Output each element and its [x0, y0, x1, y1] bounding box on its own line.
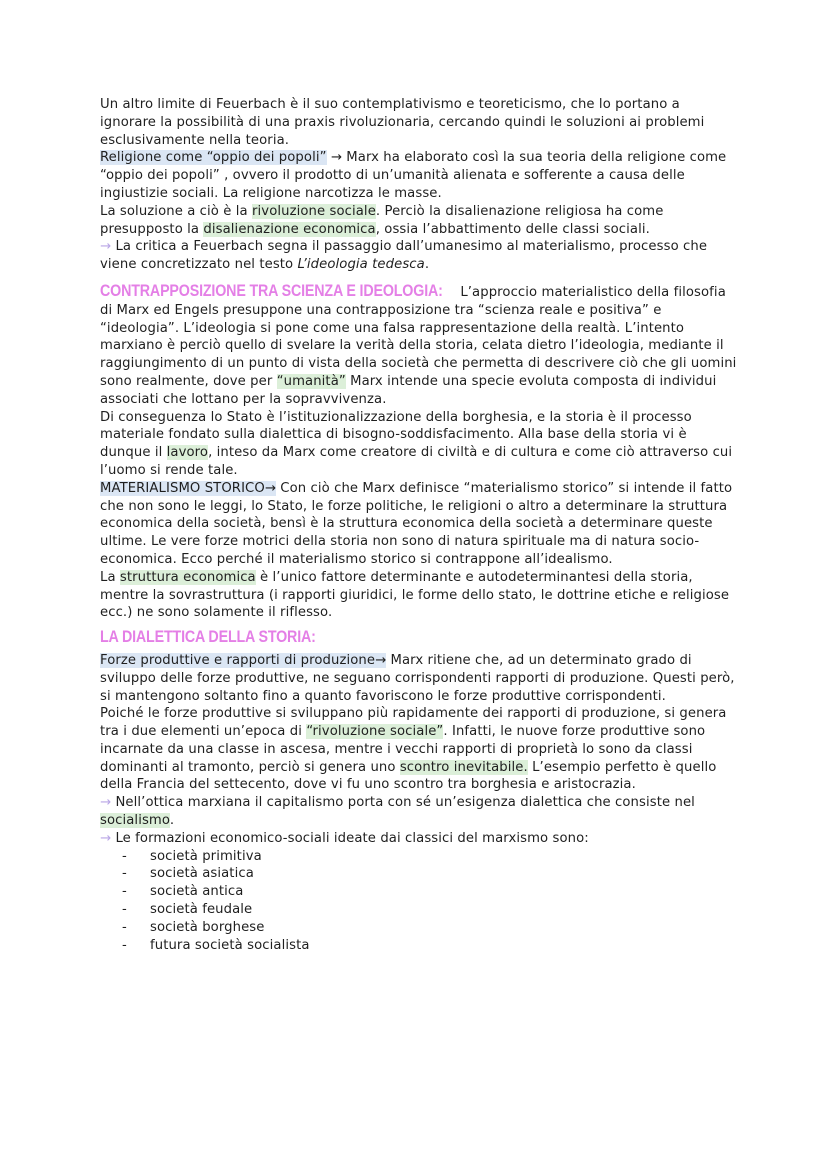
list-item: - futura società socialista [122, 937, 738, 955]
book-title: L’ideologia tedesca [297, 257, 425, 273]
highlight-forze-label: Forze produttive e rapporti di produzione→ [100, 652, 387, 668]
paragraph-materialismo-storico: MATERIALISMO STORICO→ Con ciò che Marx definisce “materialismo storico” si intende il fatto che non sono le leggi, lo Stato, le forze politiche, le religioni o altro a determinare la struttura economica della società, bensì è la struttura economica della società a determinare queste ultime. Le vere forze motrici della storia non sono di natura spirituale ma di natura socio-economica. Ecco perché il materialismo storico si contrappone all’idealismo. [100, 480, 733, 567]
highlight-umanita: “umanità” [276, 373, 346, 389]
document-body [100, 96, 738, 954]
arrow-icon: → [100, 795, 112, 811]
list-item: - società feudale [122, 901, 738, 919]
section-heading-contrapposizione: CONTRAPPOSIZIONE TRA SCIENZA E IDEOLOGIA: [100, 280, 443, 300]
arrow-icon: → [100, 239, 112, 255]
highlight-materialismo-label: MATERIALISMO STORICO→ [100, 480, 276, 496]
arrow: → [326, 150, 347, 166]
highlight-socialismo: socialismo [100, 813, 170, 829]
section-dialettica-header [100, 628, 738, 648]
list-item: - società asiatica [122, 865, 738, 883]
highlight-disalienazione-economica: disalienazione economica [203, 221, 376, 237]
paragraph-struttura: La struttura economica è l’unico fattore determinante e autodeterminantesi della storia, mentre la sovrastruttura (i rapporti giuridici, le forme dello stato, le dottrine etiche e religiose ecc.) ne sono solamente il riflesso. [100, 569, 730, 621]
section-contrapposizione: CONTRAPPOSIZIONE TRA SCIENZA E IDEOLOGIA: L’approccio materialistico della filosofia di Marx ed Engels presuppone una contrapposizione tra “scienza reale e positiva” e “ideologia”. L’ideologia si pone come una falsa rappresentazione della realtà. L’intento marxiano è perciò quello di svelare la verità della storia, celata dietro l’ideologia, mediante il raggiungimento di un punto di vista della società che permetta di descrivere ciò che gli uomini sono realmente, dove per “umanità” Marx intende una specie evoluta composta di individui associati che lottano per la sopravvivenza. [100, 280, 737, 407]
list-item: - società borghese [122, 919, 738, 937]
formazioni-list [100, 848, 738, 955]
paragraph-stato: Di conseguenza lo Stato è l’istituzionalizzazione della borghesia, e la storia è il processo materiale fondato sulla dialettica di bisogno-soddisfacimento. Alla base della storia vi è dunque il lavoro, inteso da Marx come creatore di civiltà e di cultura e come ciò attraverso cui l’uomo si rende tale. [100, 409, 733, 478]
paragraph-rivoluzione: Poiché le forze produttive si sviluppano più rapidamente dei rapporti di produzione, si genera tra i due elementi un’epoca di “rivoluzione sociale”. Infatti, le nuove forze produttive sono incarnate da una classe in ascesa, mentre i vecchi rapporti di proprietà lo sono da classi dominanti al tramonto, perciò si genera uno scontro inevitabile. L’esempio perfetto è quello della Francia del settecento, dove vi fu uno scontro tra borghesia e aristocrazia. [100, 706, 727, 793]
highlight-scontro-inevitabile: scontro inevitabile. [399, 759, 528, 775]
highlight-rivoluzione-sociale: rivoluzione sociale [252, 203, 376, 219]
list-item: - società primitiva [122, 848, 738, 866]
paragraph-forze-produttive: Forze produttive e rapporti di produzione→ Marx ritiene che, ad un determinato grado di sviluppo delle forze produttive, ne seguano corrispondenti rapporti di produzione. Questi però, si mantengono soltanto fino a quanto favoriscono le forze produttive corrispondenti. [100, 652, 735, 704]
section-heading-dialettica: LA DIALETTICA DELLA STORIA: [100, 627, 316, 647]
highlight-religione-label: Religione come “oppio dei popoli” [100, 150, 327, 166]
paragraph-critica: → La critica a Feuerbach segna il passaggio dall’umanesimo al materialismo, processo che viene concretizzato nel testo L’ideologia tedesca. [100, 239, 708, 273]
highlight-lavoro: lavoro [166, 445, 209, 461]
paragraph-formazioni: → Le formazioni economico-sociali ideate dai classici del marxismo sono: [100, 830, 589, 846]
arrow: → [264, 480, 276, 496]
paragraph-soluzione: La soluzione a ciò è la rivoluzione sociale. Perciò la disalienazione religiosa ha come presupposto la disalienazione economica, ossia l’abbattimento delle classi sociali. [100, 203, 664, 237]
arrow: → [375, 652, 387, 668]
highlight-rivoluzione-sociale-2: “rivoluzione sociale” [306, 724, 444, 740]
list-item: - società antica [122, 883, 738, 901]
paragraph-feuerbach-limit: Un altro limite di Feuerbach è il suo contemplativismo e teoreticismo, che lo portano a ignorare la possibilità di una praxis rivoluzionaria, cercando quindi le soluzioni ai problemi esclusivamente nella teoria. [100, 97, 705, 148]
paragraph-religione: Religione come “oppio dei popoli” → Marx ha elaborato così la sua teoria della religione come “oppio dei popoli” , ovvero il prodotto di un’umanità alienata e sofferente a causa delle ingiustizie sociali. La religione narcotizza le masse. [100, 150, 727, 201]
paragraph-ottica-marxiana: → Nell’ottica marxiana il capitalismo porta con sé un’esigenza dialettica che consiste nel socialismo. [100, 795, 695, 829]
arrow-icon: → [100, 830, 112, 846]
highlight-struttura-economica: struttura economica [119, 569, 256, 585]
